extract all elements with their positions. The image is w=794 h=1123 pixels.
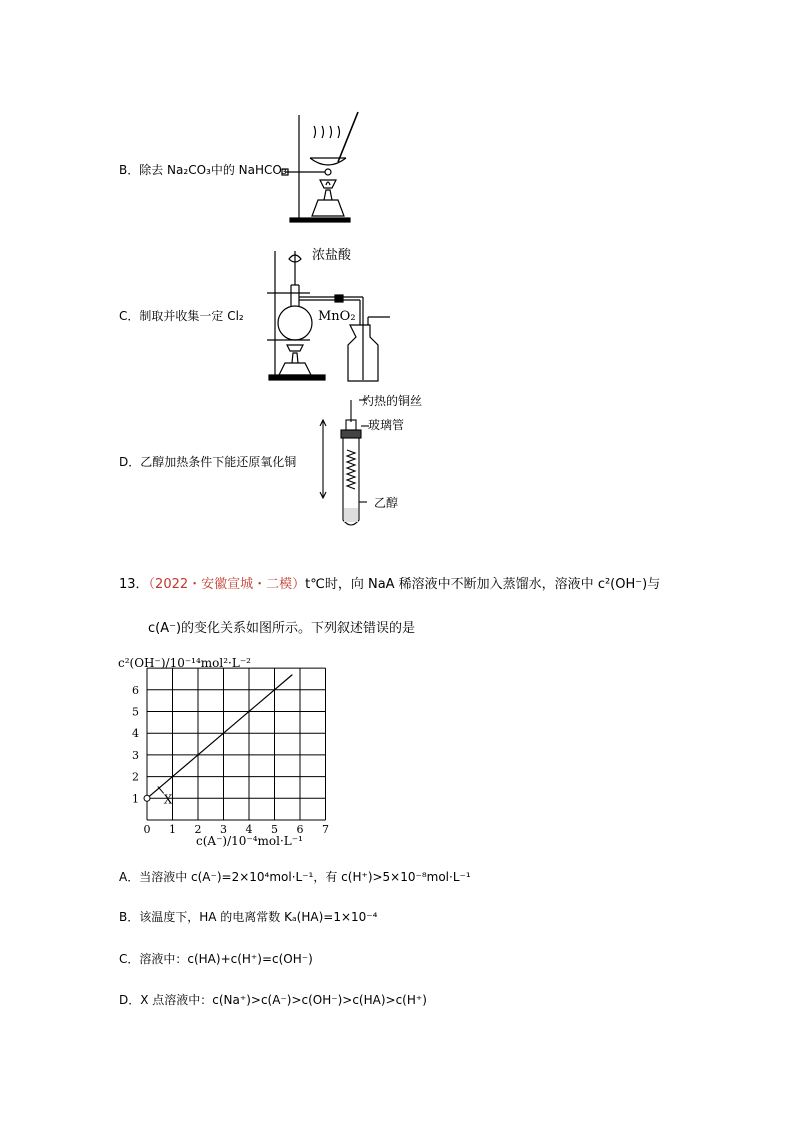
option-d: D．乙醇加热条件下能还原氧化铜 <box>119 455 297 469</box>
question-13-line2: c(A⁻)的变化关系如图所示。下列叙述错误的是 <box>148 621 416 636</box>
question-number: 13． <box>119 577 149 592</box>
label-mno2: MnO₂ <box>318 309 356 324</box>
y-tick-label: 6 <box>132 683 139 697</box>
x-tick-label: 7 <box>322 823 329 836</box>
x-tick-label: 2 <box>194 823 202 836</box>
chart-xlabel: c(A⁻)/10⁻⁴mol·L⁻¹ <box>196 834 303 848</box>
label-hot-copper: 灼热的铜丝 <box>362 394 423 408</box>
y-tick-label: 2 <box>132 770 139 784</box>
label-glass-tube: 玻璃管 <box>368 418 405 432</box>
x-tick-label: 0 <box>143 823 151 836</box>
point-label-x: X <box>163 792 173 807</box>
x-tick-label: 1 <box>169 823 176 836</box>
option-c: C．制取并收集一定 Cl₂ <box>119 309 244 323</box>
chart-ylabel: c²(OH⁻)/10⁻¹⁴mol²·L⁻² <box>118 656 251 670</box>
question-stem-1: t℃时，向 NaA 稀溶液中不断加入蒸馏水，溶液中 c²(OH⁻)与 <box>305 577 661 592</box>
option-b: B．除去 Na₂CO₃中的 NaHCO₃ <box>119 163 287 177</box>
evaporation-apparatus <box>280 110 360 225</box>
label-conc-hcl: 浓盐酸 <box>312 248 352 263</box>
q13-option-a: A．当溶液中 c(A⁻)=2×10⁴mol·L⁻¹，有 c(H⁺)>5×10⁻⁸mol·L⁻¹ <box>119 870 471 884</box>
series-line <box>147 675 292 799</box>
label-ethanol: 乙醇 <box>374 496 399 510</box>
chart <box>120 660 350 850</box>
x-tick-label: 3 <box>220 823 227 836</box>
q13-option-c: C．溶液中：c(HA)+c(H⁺)=c(OH⁻) <box>119 952 313 966</box>
copper-wire-test-tube <box>315 392 375 532</box>
y-tick-label: 3 <box>132 748 139 762</box>
y-tick-label: 5 <box>132 705 139 719</box>
y-tick-label: 1 <box>132 792 139 806</box>
q13-option-b: B．该温度下，HA 的电离常数 Kₐ(HA)=1×10⁻⁴ <box>119 910 378 924</box>
x-tick-label: 5 <box>271 823 278 836</box>
x-tick-label: 4 <box>245 823 253 836</box>
y-tick-label: 4 <box>132 727 139 741</box>
question-13-line1 <box>119 576 660 594</box>
question-source: （2022・安徽宣城・二模） <box>148 577 306 592</box>
x-tick-label: 6 <box>296 823 304 836</box>
series-start-point <box>144 795 150 801</box>
q13-option-d: D．X 点溶液中：c(Na⁺)>c(A⁻)>c(OH⁻)>c(HA)>c(H⁺) <box>119 993 427 1007</box>
